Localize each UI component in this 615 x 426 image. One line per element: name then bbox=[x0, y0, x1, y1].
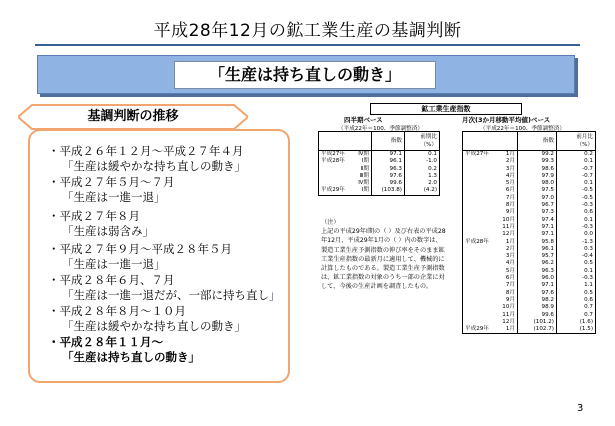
quarterly-table bbox=[318, 131, 440, 196]
index-cell: 97.0 bbox=[518, 195, 557, 202]
page-title: 平成28年12月の鉱工業生産の基調判断 bbox=[153, 21, 462, 41]
table-row bbox=[463, 282, 596, 289]
change-cell: -0.7 bbox=[557, 173, 596, 180]
year-cell bbox=[463, 253, 498, 260]
period-cell: 2月 bbox=[505, 158, 515, 165]
table-row bbox=[463, 275, 596, 282]
table-row bbox=[463, 217, 596, 224]
change-cell: -1.3 bbox=[557, 239, 596, 246]
change-cell: 2.0 bbox=[405, 180, 440, 187]
year-cell bbox=[463, 217, 498, 224]
change-cell: 0.1 bbox=[405, 151, 440, 159]
index-cell: 99.3 bbox=[518, 158, 557, 165]
period-cell: 11月 bbox=[502, 311, 515, 318]
judgment-text: 「生産は緩やかな持ち直しの動き」 bbox=[62, 319, 246, 333]
table-row bbox=[463, 246, 596, 253]
year-cell bbox=[463, 275, 498, 282]
change-cell: 0.6 bbox=[557, 209, 596, 216]
year-cell: 平成27年 bbox=[321, 151, 345, 157]
footnote-body: 上記の平成29年Ⅰ期の（ ）及び右表の平成28年12月、平成29年1月の（ ）内の数字は、製造工業生産予測指数の伸び率をそのまま鉱工業生産指数の最新月に適用して、機械的に計算したものである。製造工業生産予測指数は、鉱工業指数の対象のうち一部の企業に対して、今後の生産計画を調査したもの。 bbox=[321, 228, 446, 291]
change-cell: 0.1 bbox=[557, 268, 596, 275]
judgment-period: ・平成２８年６月、７月 bbox=[48, 273, 175, 287]
index-cell: 98.6 bbox=[518, 166, 557, 173]
summary-banner-text: 「生産は持ち直しの動き」 bbox=[174, 61, 436, 89]
change-cell: -0.3 bbox=[557, 202, 596, 209]
period-cell: Ⅲ期 bbox=[359, 172, 369, 179]
period-cell: 11月 bbox=[502, 223, 515, 230]
monthly-col-index: 指数 bbox=[518, 132, 557, 151]
index-table-title bbox=[318, 103, 573, 115]
period-cell: 7月 bbox=[505, 194, 515, 201]
index-cell: 97.1 bbox=[518, 231, 557, 238]
index-cell: 98.2 bbox=[518, 297, 557, 304]
monthly-table-body bbox=[463, 151, 596, 334]
year-cell bbox=[463, 195, 498, 202]
year-cell bbox=[463, 224, 498, 231]
year-cell bbox=[463, 246, 498, 253]
year-cell bbox=[319, 173, 352, 180]
period-cell: 10月 bbox=[502, 216, 515, 223]
year-cell bbox=[463, 290, 498, 297]
index-cell: (103.8) bbox=[372, 187, 405, 195]
index-cell: 96.3 bbox=[372, 166, 405, 173]
index-cell: 98.0 bbox=[518, 180, 557, 187]
table-row bbox=[463, 304, 596, 311]
period-cell: 12月 bbox=[502, 318, 515, 325]
index-cell: 95.7 bbox=[518, 253, 557, 260]
table-row bbox=[463, 260, 596, 267]
index-cell: 96.2 bbox=[518, 260, 557, 267]
table-row bbox=[463, 297, 596, 304]
change-cell: -0.7 bbox=[557, 166, 596, 173]
judgment-period: ・平成２７年５月～７月 bbox=[48, 175, 175, 189]
period-cell: Ⅱ期 bbox=[360, 165, 369, 172]
judgment-period: ・平成２７年９月～平成２８年５月 bbox=[48, 242, 232, 256]
table-row bbox=[463, 187, 596, 194]
index-cell: 97.6 bbox=[518, 290, 557, 297]
table-row bbox=[319, 166, 440, 173]
change-cell: 0.1 bbox=[557, 180, 596, 187]
index-cell: (101.2) bbox=[518, 319, 557, 326]
quarterly-base: （平成22年＝100、季節調整済） bbox=[338, 126, 423, 132]
section-tab bbox=[18, 104, 248, 130]
change-cell: 0.0 bbox=[557, 231, 596, 238]
monthly-col-change: 前月比 （%） bbox=[557, 132, 596, 151]
table-row bbox=[319, 173, 440, 180]
change-cell: 0.5 bbox=[557, 290, 596, 297]
change-cell: 0.2 bbox=[405, 166, 440, 173]
index-cell: 97.6 bbox=[372, 173, 405, 180]
period-cell: Ⅳ期 bbox=[358, 180, 369, 187]
change-cell: -0.5 bbox=[557, 187, 596, 194]
judgment-period-current: ・平成２８年１１月～ bbox=[48, 335, 163, 349]
period-cell: 2月 bbox=[505, 245, 515, 252]
period-cell: 1月 bbox=[505, 151, 515, 157]
period-cell: Ⅳ期 bbox=[358, 151, 369, 157]
period-cell: 8月 bbox=[505, 202, 515, 209]
change-cell: (4.2) bbox=[405, 187, 440, 195]
index-cell: 99.6 bbox=[372, 180, 405, 187]
change-cell: -0.4 bbox=[557, 253, 596, 260]
change-cell: 0.1 bbox=[557, 158, 596, 165]
change-cell: (1.6) bbox=[557, 319, 596, 326]
change-cell: -0.5 bbox=[557, 195, 596, 202]
change-cell: 1.3 bbox=[405, 173, 440, 180]
year-cell bbox=[463, 202, 498, 209]
quarterly-table-body bbox=[319, 151, 440, 196]
monthly-label: 月次(3か月移動平均値)ベース bbox=[462, 116, 551, 124]
judgment-period: ・平成２８年８月～１０月 bbox=[48, 304, 186, 318]
change-cell: 1.1 bbox=[557, 282, 596, 289]
table-row bbox=[463, 209, 596, 216]
table-row bbox=[463, 268, 596, 275]
period-cell: 6月 bbox=[505, 187, 515, 194]
index-cell: 99.6 bbox=[518, 312, 557, 319]
period-cell: 3月 bbox=[505, 253, 515, 260]
index-cell: 97.1 bbox=[372, 151, 405, 159]
change-cell: 0.6 bbox=[557, 297, 596, 304]
footnote-head: （注） bbox=[321, 219, 340, 226]
table-row bbox=[463, 231, 596, 238]
period-cell: 1月 bbox=[505, 326, 515, 333]
year-cell: 平成29年 bbox=[321, 187, 345, 194]
period-cell: 5月 bbox=[505, 267, 515, 274]
change-cell: -1.0 bbox=[405, 158, 440, 165]
monthly-table bbox=[462, 131, 596, 334]
year-cell bbox=[463, 282, 498, 289]
index-cell: 97.1 bbox=[518, 224, 557, 231]
year-cell bbox=[463, 158, 498, 165]
change-cell: -0.3 bbox=[557, 224, 596, 231]
table-row bbox=[319, 187, 440, 195]
table-row bbox=[463, 173, 596, 180]
period-cell: Ⅰ期 bbox=[361, 158, 369, 165]
table-row bbox=[463, 180, 596, 187]
period-cell: 7月 bbox=[505, 282, 515, 289]
change-cell: (1.5) bbox=[557, 326, 596, 334]
year-cell bbox=[463, 260, 498, 267]
year-cell bbox=[463, 209, 498, 216]
year-cell bbox=[463, 268, 498, 275]
judgment-text: 「生産は弱含み」 bbox=[62, 224, 154, 238]
period-cell: 9月 bbox=[505, 209, 515, 216]
quarterly-label: 四半期ベース bbox=[344, 116, 383, 124]
judgment-text-current: 「生産は持ち直しの動き」 bbox=[62, 350, 200, 364]
period-cell: Ⅰ期 bbox=[361, 187, 369, 194]
summary-banner bbox=[37, 55, 575, 94]
table-row bbox=[463, 312, 596, 319]
period-cell: 10月 bbox=[502, 304, 515, 311]
index-cell: 97.4 bbox=[518, 217, 557, 224]
index-cell: (102.7) bbox=[518, 326, 557, 334]
index-cell: 96.1 bbox=[518, 246, 557, 253]
monthly-base: （平成22年＝100、季節調整済） bbox=[480, 126, 565, 132]
year-cell bbox=[463, 231, 498, 238]
year-cell bbox=[463, 180, 498, 187]
judgment-period: ・平成２７年８月 bbox=[48, 209, 140, 223]
year-cell bbox=[319, 166, 352, 173]
period-cell: 1月 bbox=[505, 238, 515, 245]
index-cell: 97.9 bbox=[518, 173, 557, 180]
period-cell: 4月 bbox=[505, 172, 515, 179]
year-cell bbox=[463, 304, 498, 311]
change-cell: 0.7 bbox=[557, 312, 596, 319]
index-table-title-text: 鉱工業生産指数 bbox=[370, 103, 522, 115]
title-divider bbox=[35, 44, 580, 46]
index-cell: 97.1 bbox=[518, 282, 557, 289]
year-cell: 平成28年 bbox=[321, 158, 345, 165]
year-cell: 平成27年 bbox=[465, 151, 489, 157]
period-cell: 6月 bbox=[505, 275, 515, 282]
judgment-text: 「生産は一進一退だが、一部に持ち直し」 bbox=[62, 288, 281, 302]
table-row bbox=[463, 326, 596, 334]
change-cell: 0.2 bbox=[557, 151, 596, 159]
period-cell: 5月 bbox=[505, 180, 515, 187]
year-cell bbox=[463, 187, 498, 194]
year-cell bbox=[463, 173, 498, 180]
change-cell: 0.5 bbox=[557, 260, 596, 267]
quarterly-col-index: 指数 bbox=[372, 132, 405, 151]
judgment-period: ・平成２６年１２月～平成２７年４月 bbox=[48, 144, 244, 158]
change-cell: 0.7 bbox=[557, 304, 596, 311]
index-cell: 96.3 bbox=[518, 268, 557, 275]
index-cell: 95.8 bbox=[518, 239, 557, 246]
judgment-text: 「生産は一進一退」 bbox=[62, 257, 166, 271]
index-cell: 97.3 bbox=[518, 209, 557, 216]
change-cell: 0.1 bbox=[557, 217, 596, 224]
page-number: 3 bbox=[577, 403, 584, 414]
quarterly-col-change: 前期比 （%） bbox=[405, 132, 440, 151]
period-cell: 4月 bbox=[505, 260, 515, 267]
table-row bbox=[463, 202, 596, 209]
table-row bbox=[463, 166, 596, 173]
period-cell: 8月 bbox=[505, 289, 515, 296]
index-cell: 99.2 bbox=[518, 151, 557, 159]
table-row bbox=[319, 158, 440, 165]
judgment-text: 「生産は一進一退」 bbox=[62, 190, 166, 204]
year-cell bbox=[463, 297, 498, 304]
table-row bbox=[463, 290, 596, 297]
index-cell: 96.1 bbox=[372, 158, 405, 165]
period-cell: 9月 bbox=[505, 296, 515, 303]
period-cell: 3月 bbox=[505, 165, 515, 172]
year-cell: 平成29年 bbox=[465, 326, 489, 333]
change-cell: 0.3 bbox=[557, 246, 596, 253]
index-cell: 98.9 bbox=[518, 304, 557, 311]
table-row bbox=[463, 224, 596, 231]
table-row bbox=[463, 158, 596, 165]
year-cell: 平成28年 bbox=[465, 238, 489, 245]
year-cell bbox=[463, 312, 498, 319]
index-cell: 96.0 bbox=[518, 275, 557, 282]
index-cell: 97.5 bbox=[518, 187, 557, 194]
footnote bbox=[321, 218, 447, 292]
change-cell: -0.3 bbox=[557, 275, 596, 282]
judgment-text: 「生産は緩やかな持ち直しの動き」 bbox=[62, 159, 246, 173]
index-cell: 96.7 bbox=[518, 202, 557, 209]
table-row bbox=[463, 253, 596, 260]
period-cell: 12月 bbox=[502, 231, 515, 238]
table-row bbox=[463, 239, 596, 246]
table-row bbox=[463, 195, 596, 202]
table-row bbox=[463, 151, 596, 159]
judgment-history-box bbox=[28, 129, 290, 383]
year-cell bbox=[463, 166, 498, 173]
section-tab-label: 基調判断の推移 bbox=[87, 109, 179, 124]
